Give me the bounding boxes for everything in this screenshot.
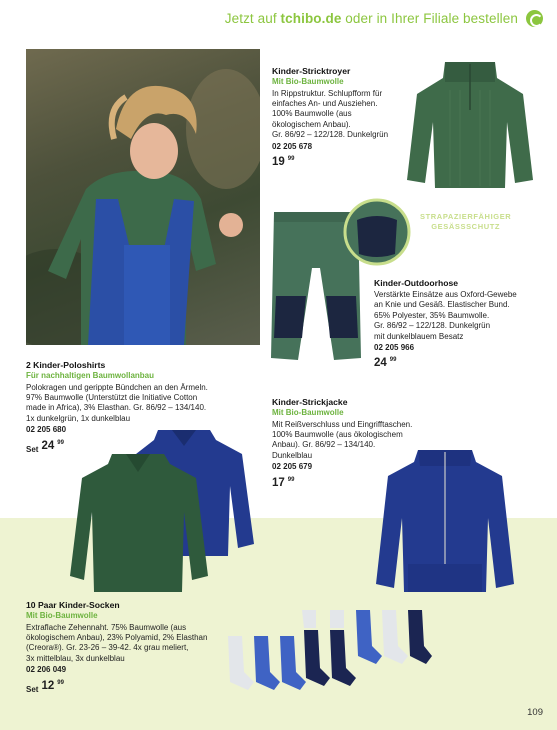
product-description: In Rippstruktur. Schlupfform für einfaches An- und Ausziehen. 100% Baumwolle (aus ökologischem Anbau). Gr. 86/92 – 122/128. Dunkelgrün <box>272 88 389 140</box>
product-subtitle: Mit Bio-Baumwolle <box>26 611 98 620</box>
price: 24 99 <box>374 357 397 370</box>
poloshirts-image <box>70 426 256 596</box>
price: 17 99 <box>272 476 295 489</box>
product-subtitle: Mit Bio-Baumwolle <box>272 77 344 86</box>
product-description: Polokragen und gerippte Bündchen an den Ärmeln. 97% Baumwolle (Unterstützt die Initiative Cotton made in Africa), 3% Elasthan. Gr. 86/92 – 134/140. 1x dunkelgrün, 1x dunkelblau <box>26 382 208 423</box>
article-number: 02 205 680 <box>26 425 67 435</box>
product-description: Verstärkte Einsätze aus Oxford-Gewebe an Knie und Gesäß. Elastischer Bund. 65% Polyester, 35% Baumwolle. Gr. 86/92 – 122/128. Dunkelgrün mit dunkelblauem Besatz <box>374 290 517 341</box>
price: Set 12 99 <box>26 679 64 694</box>
product-subtitle: Mit Bio-Baumwolle <box>272 408 344 417</box>
troyer-sweater-image <box>405 50 535 190</box>
strickjacke-image <box>372 444 517 594</box>
tchibo-logo-icon <box>526 10 543 27</box>
product-description: Extraflache Zehennaht. 75% Baumwolle (aus ökologischem Anbau), 23% Polyamid, 2% Elasthan (Creora®). Gr. 23-26 – 39-42. 4x grau meliert, 3x mittelblau, 3x dunkelblau <box>26 622 208 663</box>
product-title: Kinder-Strickjacke <box>272 397 348 407</box>
boy-photo <box>26 49 260 345</box>
article-number: 02 206 049 <box>26 665 67 675</box>
brand-link[interactable]: tchibo.de <box>280 11 342 26</box>
product-socken <box>26 600 236 696</box>
article-number: 02 205 679 <box>272 462 313 472</box>
price: 19 99 <box>272 155 295 168</box>
product-title: 10 Paar Kinder-Socken <box>26 600 120 610</box>
socks-image <box>218 606 436 694</box>
product-troyer <box>272 66 392 169</box>
product-title: 2 Kinder-Poloshirts <box>26 360 106 370</box>
boy-illustration <box>26 49 260 345</box>
page-number: 109 <box>527 707 543 718</box>
article-number: 02 205 966 <box>374 343 415 353</box>
article-number: 02 205 678 <box>272 141 313 151</box>
product-title: Kinder-Stricktroyer <box>272 66 351 76</box>
seat-detail-circle <box>343 198 411 266</box>
product-outdoorhose <box>374 278 544 370</box>
durability-badge: STRAPAZIERFÄHIGER GESÄSSSCHUTZ <box>420 212 512 231</box>
product-subtitle: Für nachhaltigen Baumwollanbau <box>26 371 155 380</box>
page-header <box>225 10 543 27</box>
product-title: Kinder-Outdoorhose <box>374 278 459 288</box>
header-text: Jetzt auf tchibo.de oder in Ihrer Filiale bestellen <box>224 11 518 26</box>
product-description: Mit Reißverschluss und Eingrifftaschen. 100% Baumwolle (aus ökologischem Anbau). Gr. 86/92 – 134/140. Dunkelblau <box>272 419 413 460</box>
price: Set 24 99 <box>26 439 64 454</box>
